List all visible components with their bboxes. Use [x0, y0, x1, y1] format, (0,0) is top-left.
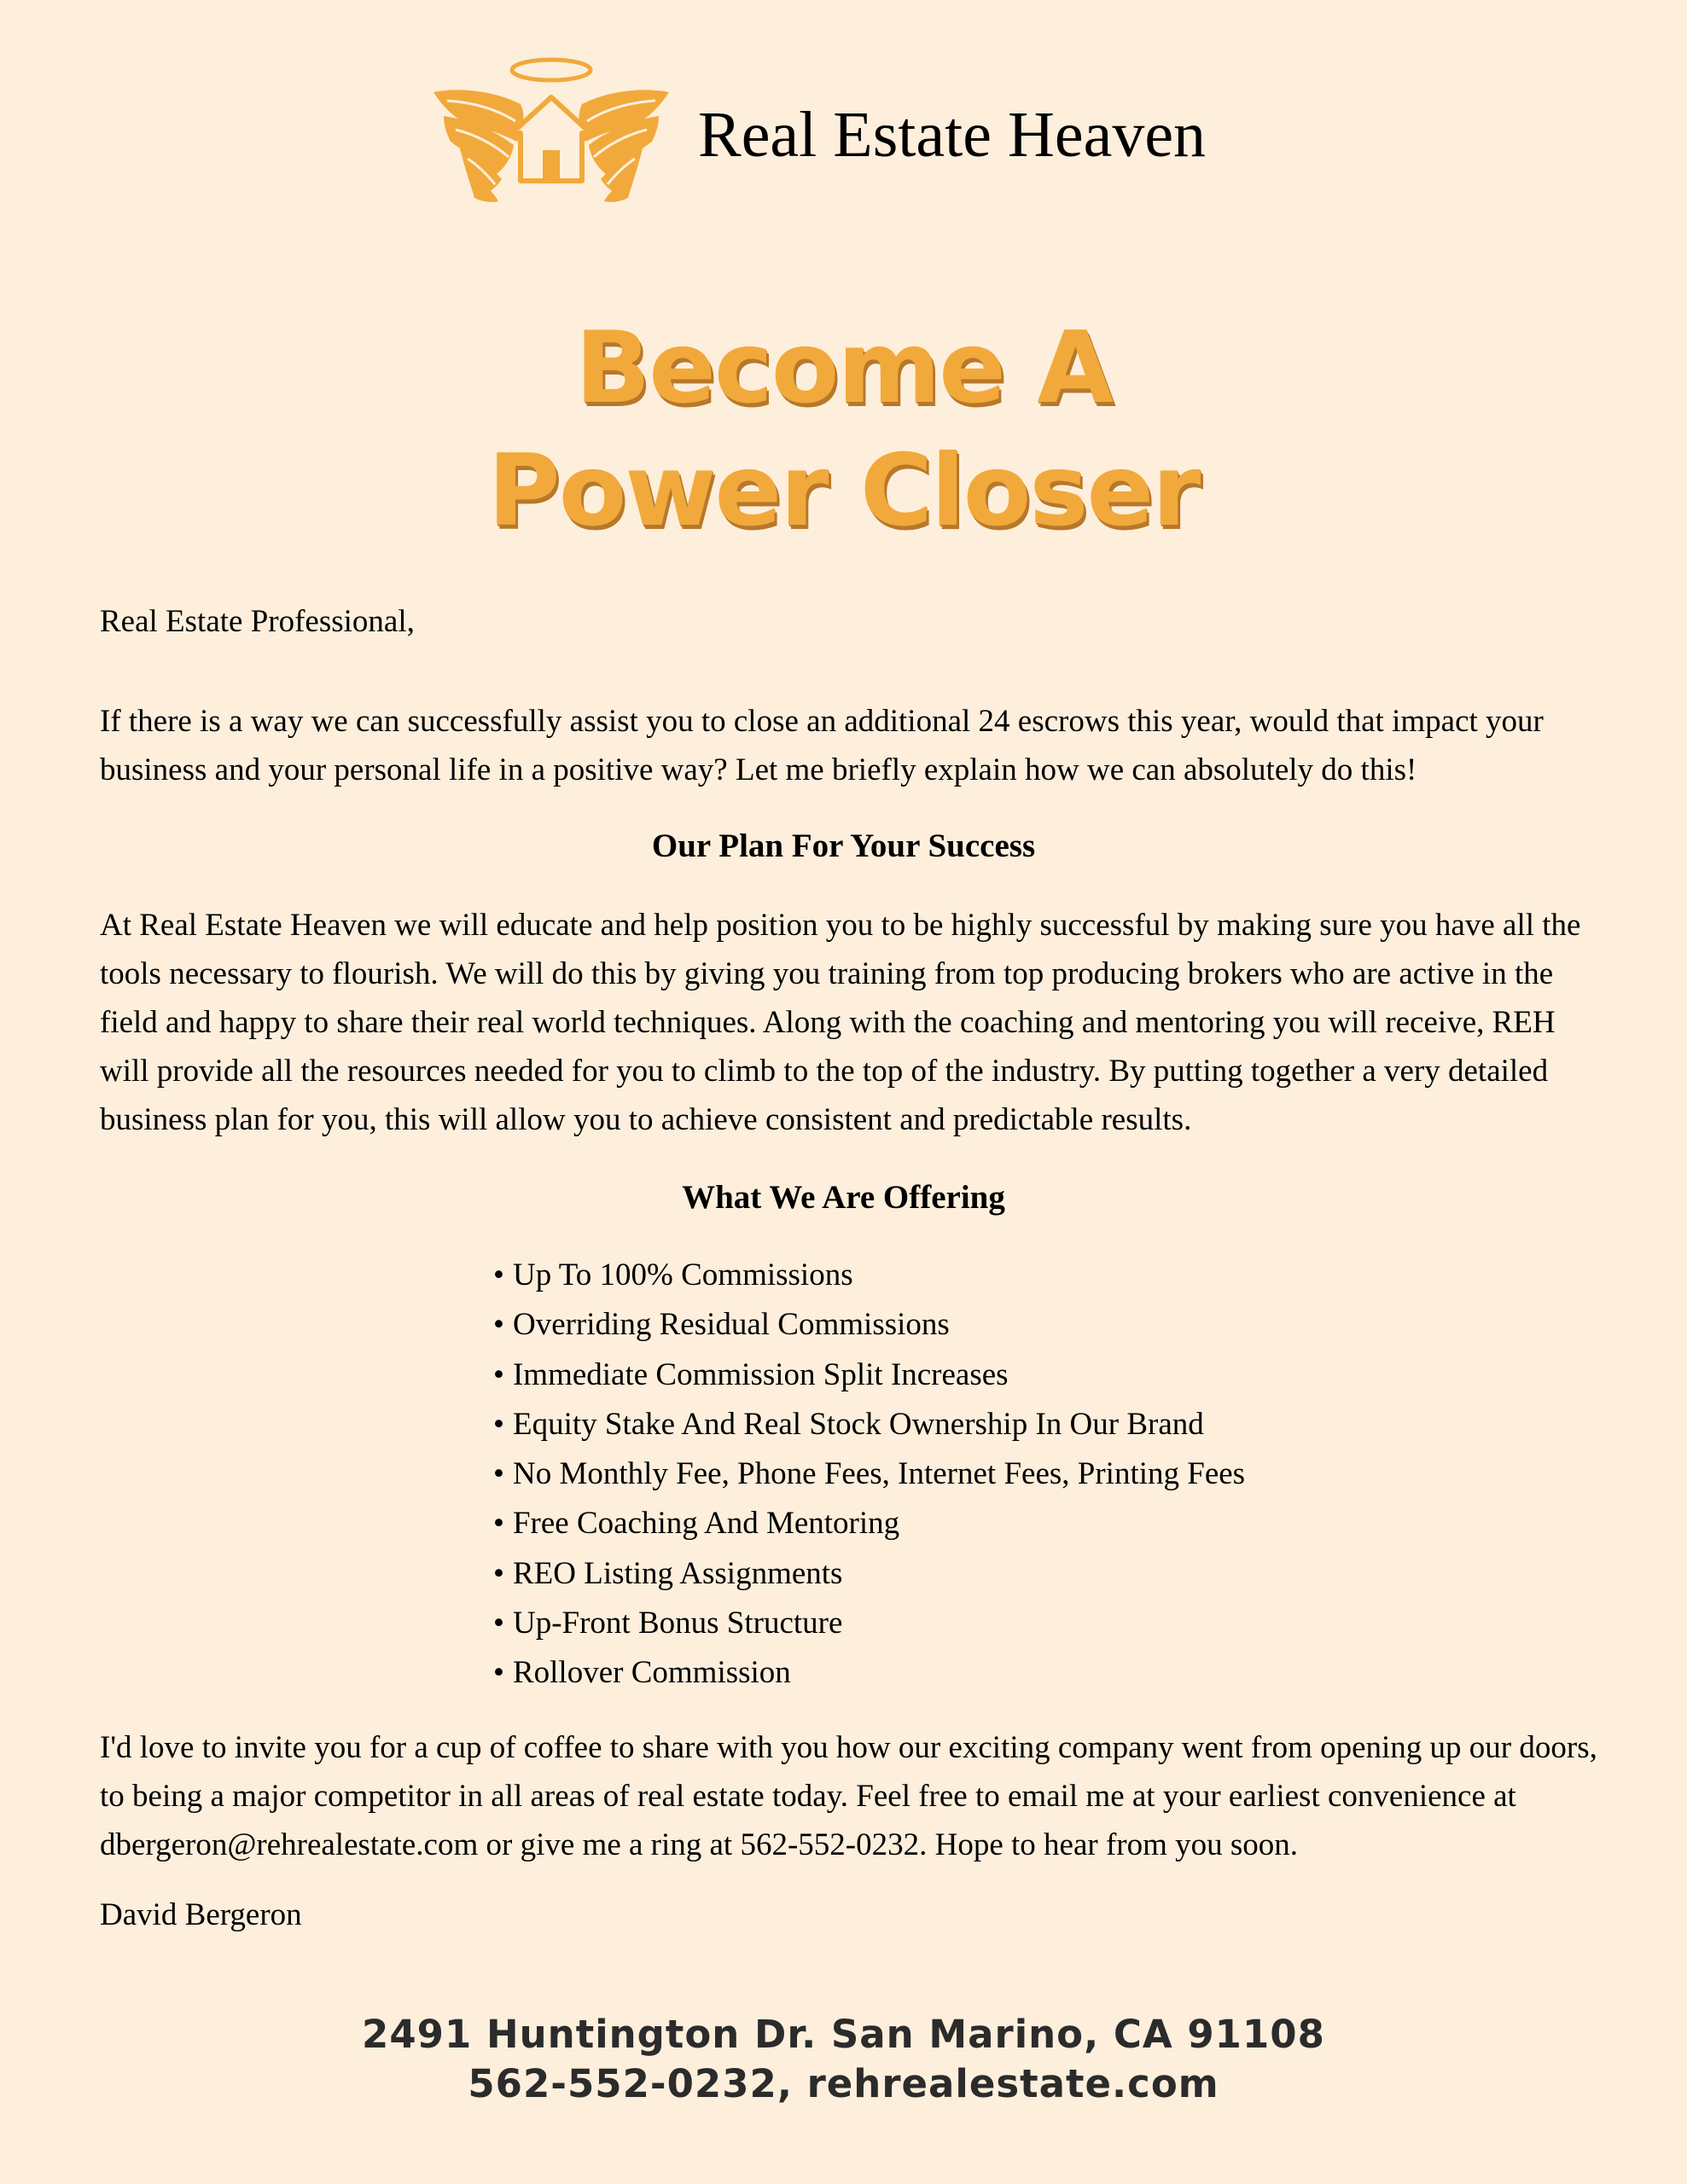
winged-house-halo-icon	[425, 53, 678, 203]
footer-contact: 562-552-0232, rehrealestate.com	[468, 2061, 1219, 2106]
list-item: • Free Coaching And Mentoring	[493, 1499, 1245, 1548]
list-item: • Rollover Commission	[493, 1648, 1245, 1698]
list-item: • REO Listing Assignments	[493, 1549, 1245, 1599]
list-item: • Up To 100% Commissions	[493, 1251, 1245, 1300]
headline-line-1: Become A	[574, 311, 1113, 426]
intro-paragraph: If there is a way we can successfully assist you to close an additional 24 escrows this year, would that impact your business and your personal life in a positive way? Let me briefly explain how we can absolutely do this!	[100, 704, 1544, 787]
signature: David Bergeron	[100, 1897, 302, 1932]
footer	[0, 2010, 1687, 2109]
plan-heading: Our Plan For Your Success	[651, 828, 1036, 864]
company-name: Real Estate Heaven	[698, 99, 1207, 171]
headline	[0, 307, 1687, 553]
footer-address: 2491 Huntington Dr. San Marino, CA 91108	[362, 2012, 1325, 2057]
offer-heading: What We Are Offering	[682, 1179, 1005, 1216]
header	[0, 53, 1687, 203]
headline-line-2: Power Closer	[487, 433, 1200, 549]
offer-list	[493, 1251, 1245, 1699]
list-item: • Equity Stake And Real Stock Ownership In Our Brand	[493, 1400, 1245, 1449]
list-item: • No Monthly Fee, Phone Fees, Internet Fees, Printing Fees	[493, 1449, 1245, 1499]
closing-paragraph: I'd love to invite you for a cup of coffee to share with you how our exciting company went from opening up our doors, to being a major competitor in all areas of real estate today. Feel free to email me at your earliest convenience at dbergeron@rehrealestate.com or give me a ring at 562-552-0232. Hope to hear from you soon.	[100, 1730, 1597, 1862]
list-item: • Immediate Commission Split Increases	[493, 1350, 1245, 1400]
list-item: • Up-Front Bonus Structure	[493, 1599, 1245, 1648]
salutation: Real Estate Professional,	[100, 604, 415, 639]
plan-paragraph: At Real Estate Heaven we will educate and help position you to be highly successful by making sure you have all the tools necessary to flourish. We will do this by giving you training from top producing brokers who are active in the field and happy to share their real world techniques. Along with the coaching and mentoring you will receive, REH will provide all the resources needed for you to climb to the top of the industry. By putting together a very detailed business plan for you, this will allow you to achieve consistent and predictable results.	[100, 908, 1581, 1137]
list-item: • Overriding Residual Commissions	[493, 1300, 1245, 1350]
